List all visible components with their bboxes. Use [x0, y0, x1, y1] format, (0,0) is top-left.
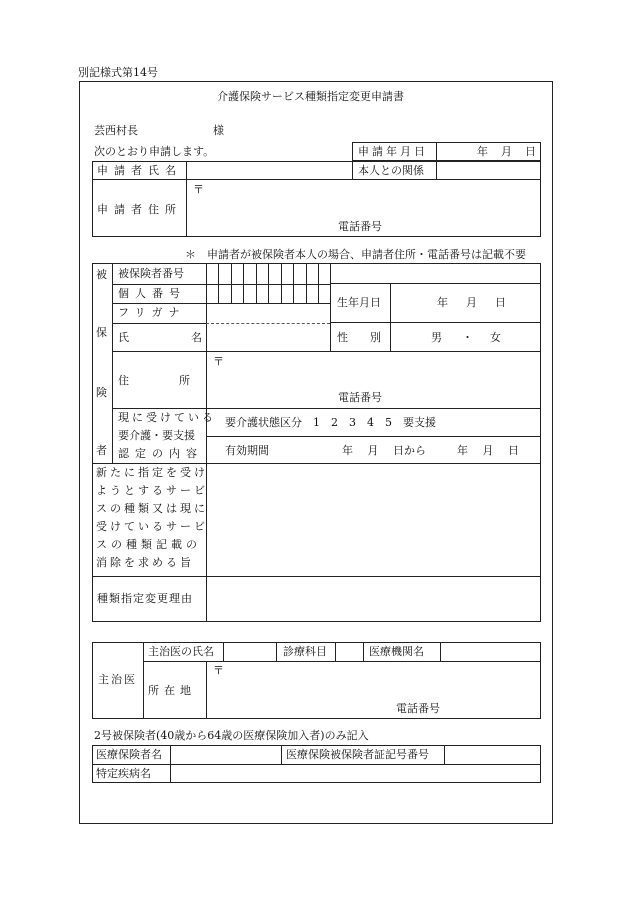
applicant-note: ＊ 申請者が被保険者本人の場合、申請者住所・電話番号は記載不要 [185, 248, 526, 261]
reason-field[interactable] [208, 578, 540, 621]
divider [92, 179, 541, 180]
dept-label: 診療科目 [283, 645, 327, 658]
location-field[interactable] [208, 663, 540, 718]
relation-field[interactable] [438, 162, 539, 178]
divider [330, 322, 541, 323]
insured-name-field[interactable] [207, 325, 329, 350]
birth-year: 年 [437, 296, 448, 309]
new-service-line: 新たに指定を受け [96, 466, 208, 479]
postal-mark: 〒 [193, 183, 204, 196]
new-service-field[interactable] [208, 465, 540, 575]
insured-group-char: 被 [96, 268, 107, 281]
care-label-line: 要介護・要支援 [118, 429, 195, 442]
applicant-phone-label: 電話番号 [338, 220, 382, 233]
care-level-text[interactable]: 要介護状態区分 1 2 3 4 5 要支援 [225, 416, 436, 429]
date-label: 申請年月日 [358, 145, 428, 158]
sex-female[interactable]: 女 [490, 331, 501, 344]
doctor-name-label: 主治医の氏名 [148, 645, 214, 658]
reason-label: 種類指定変更理由 [97, 592, 193, 605]
addressee-honorific: 様 [213, 124, 224, 137]
birth-month: 月 [466, 296, 477, 309]
applicant-name-field[interactable] [188, 162, 350, 178]
disease-label: 特定疾病名 [96, 767, 151, 780]
dept-field[interactable] [336, 643, 362, 660]
divider [352, 161, 353, 179]
personal-number-label: 個人番号 [118, 287, 186, 300]
insured-name-label: 氏名 [118, 331, 264, 344]
divider [206, 661, 207, 719]
birth-label: 生年月日 [337, 296, 381, 309]
valid-to: 年 月 日 [457, 444, 519, 457]
divider [206, 436, 541, 437]
insured-group-char: 保 [96, 326, 107, 339]
disease-field[interactable] [171, 765, 540, 782]
date-month: 月 [501, 145, 512, 158]
doctor-group-label: 主治医 [98, 673, 137, 686]
medical-insurer-field[interactable] [171, 746, 280, 763]
relation-label: 本人との関係 [358, 164, 424, 177]
divider [143, 661, 541, 662]
insured-address-label: 住所 [118, 374, 240, 387]
new-service-line: 消除を求める旨 [96, 556, 194, 569]
medical-insurer-label: 医療保険者名 [96, 748, 162, 761]
institution-field[interactable] [441, 643, 540, 660]
applicant-name-label: 申請者氏名 [97, 164, 182, 177]
divider [276, 642, 277, 661]
valid-from: 年 月 日から [342, 444, 426, 457]
insured-phone-label: 電話番号 [338, 391, 382, 404]
valid-period-label: 有効期間 [225, 444, 269, 457]
location-label: 所在地 [148, 684, 196, 697]
new-service-line: スの種類記載の [96, 538, 201, 551]
intro-text: 次のとおり申請します。 [94, 145, 215, 158]
institution-label: 医療機関名 [369, 645, 424, 658]
form-number: 別記様式第14号 [78, 66, 158, 79]
insured-address-field[interactable] [207, 352, 540, 407]
page-title: 介護保険サービス種類指定変更申請書 [217, 90, 404, 103]
birth-day: 日 [495, 296, 506, 309]
card-number-field[interactable] [445, 746, 540, 763]
new-service-line: 受けているサービ [96, 520, 208, 533]
furigana-field[interactable] [207, 304, 329, 322]
divider [330, 263, 331, 351]
divider [436, 161, 437, 179]
postal-mark: 〒 [213, 355, 224, 368]
addressee-name: 芸西村長 [94, 124, 138, 137]
divider [436, 142, 437, 161]
divider [363, 642, 364, 661]
date-year: 年 [477, 145, 488, 158]
new-service-line: スの種類又は現に [96, 502, 208, 515]
divider [112, 323, 206, 324]
insured-number-label: 被保険者番号 [118, 267, 184, 280]
divider [112, 263, 113, 464]
date-day: 日 [525, 145, 536, 158]
card-number-label: 医療保険被保険者証記号番号 [286, 748, 429, 761]
divider [143, 642, 144, 719]
doctor-name-field[interactable] [224, 643, 275, 660]
second-insured-heading: 2号被保険者(40歳から64歳の医療保険加入者)のみ記入 [94, 729, 369, 742]
divider [186, 161, 187, 237]
insured-group-char: 険 [96, 386, 107, 399]
new-service-line: ようとするサービ [96, 484, 208, 497]
doctor-phone-label: 電話番号 [396, 702, 440, 715]
sex-label: 性別 [337, 331, 403, 344]
divider [281, 745, 282, 764]
furigana-dash [206, 323, 330, 324]
postal-mark: 〒 [213, 664, 224, 677]
sex-male[interactable]: 男 [431, 331, 442, 344]
divider [112, 303, 206, 304]
birth-field[interactable] [391, 284, 540, 321]
sex-separator: ・ [462, 331, 473, 344]
insured-group-char: 者 [96, 444, 107, 457]
insured-number-field[interactable] [207, 264, 329, 302]
care-label-line: 現に受けている [118, 411, 216, 424]
divider [112, 408, 541, 409]
furigana-label: フリガナ [118, 306, 186, 319]
care-label-line: 認定の内容 [118, 447, 203, 460]
applicant-address-label: 申請者住所 [97, 203, 182, 216]
